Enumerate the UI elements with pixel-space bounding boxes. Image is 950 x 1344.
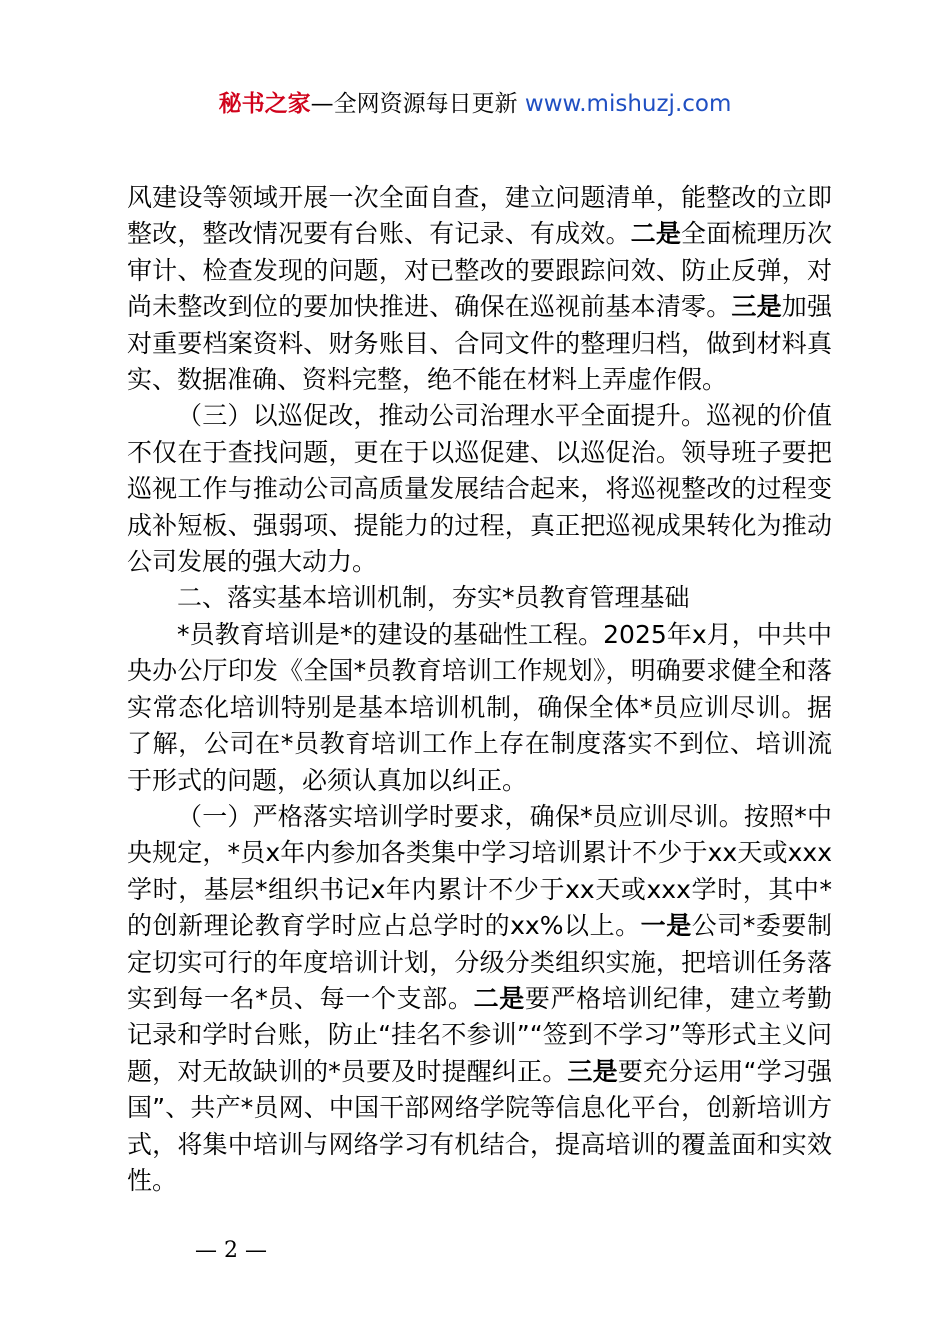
paragraph-1-text-c: 全面梳理历次审计、检查发现的问题，对已整改的要跟踪问效、防止反弹，对尚未整改到位的要加快推进、确保在巡视前基本清零。 <box>127 219 832 322</box>
emphasis-third: 三是 <box>731 292 782 322</box>
document-body <box>127 180 832 1199</box>
brand-name: 秘书之家 <box>218 91 311 117</box>
paragraph-4: *员教育培训是*的建设的基础性工程。2025年x月，中共中央办公厅印发《全国*员教育培训工作规划》，明确要求健全和落实常态化培训特别是基本培训机制，确保全体*员应训尽训。据了解，公司在*员教育培训工作上存在制度落实不到位、培训流于形式的问题，必须认真加以纠正。 <box>127 619 832 795</box>
paragraph-1-text-e: 加强对重要档案资料、财务账目、合同文件的整理归档，做到材料真实、数据准确、资料完整，绝不能在材料上弄虚作假。 <box>127 292 832 395</box>
paragraph-5 <box>127 799 832 1199</box>
emphasis-second: 二是 <box>473 983 525 1013</box>
emphasis-first: 一是 <box>640 911 692 941</box>
emphasis-second: 二是 <box>630 219 682 249</box>
paragraph-5-text-c: 公司*委要制定切实可行的年度培训计划，分级分类组织实施，把培训任务落实到每一名*员、每一个支部。 <box>127 911 832 1013</box>
paragraph-1 <box>127 180 832 398</box>
section-heading: 二、落实基本培训机制，夯实*员教育管理基础 <box>177 583 690 613</box>
site-header <box>0 88 950 120</box>
site-url-link[interactable]: www.mishuzj.com <box>524 91 732 117</box>
paragraph-5-text-e: 要严格培训纪律，建立考勤记录和学时台账，防止“挂名不参训”“签到不学习”等形式主义问题，对无故缺训的*员要及时提醒纠正。 <box>127 983 832 1086</box>
emphasis-third: 三是 <box>567 1056 618 1086</box>
header-tagline: —全网资源每日更新 <box>310 91 518 117</box>
paragraph-5-text-g: 要充分运用“学习强国”、共产*员网、中国干部网络学院等信息化平台，创新培训方式，将集中培训与网络学习有机结合，提高培训的覆盖面和实效性。 <box>127 1056 832 1195</box>
paragraph-5-text-a: （一）严格落实培训学时要求，确保*员应训尽训。按照*中央规定，*员x年内参加各类集中学习培训累计不少于xx天或xxx学时，基层*组织书记x年内累计不少于xx天或xxx学时，其中*的创新理论教育学时应占总学时的xx%以上。 <box>127 801 832 941</box>
page-number: — 2 — <box>195 1238 267 1263</box>
paragraph-1-text-a: 风建设等领域开展一次全面自查，建立问题清单，能整改的立即整改，整改情况要有台账、有记录、有成效。 <box>127 183 832 249</box>
paragraph-2: （三）以巡促改，推动公司治理水平全面提升。巡视的价值不仅在于查找问题，更在于以巡促建、以巡促治。领导班子要把巡视工作与推动公司高质量发展结合起来，将巡视整改的过程变成补短板、强弱项、提能力的过程，真正把巡视成果转化为推动公司发展的强大动力。 <box>127 401 832 577</box>
